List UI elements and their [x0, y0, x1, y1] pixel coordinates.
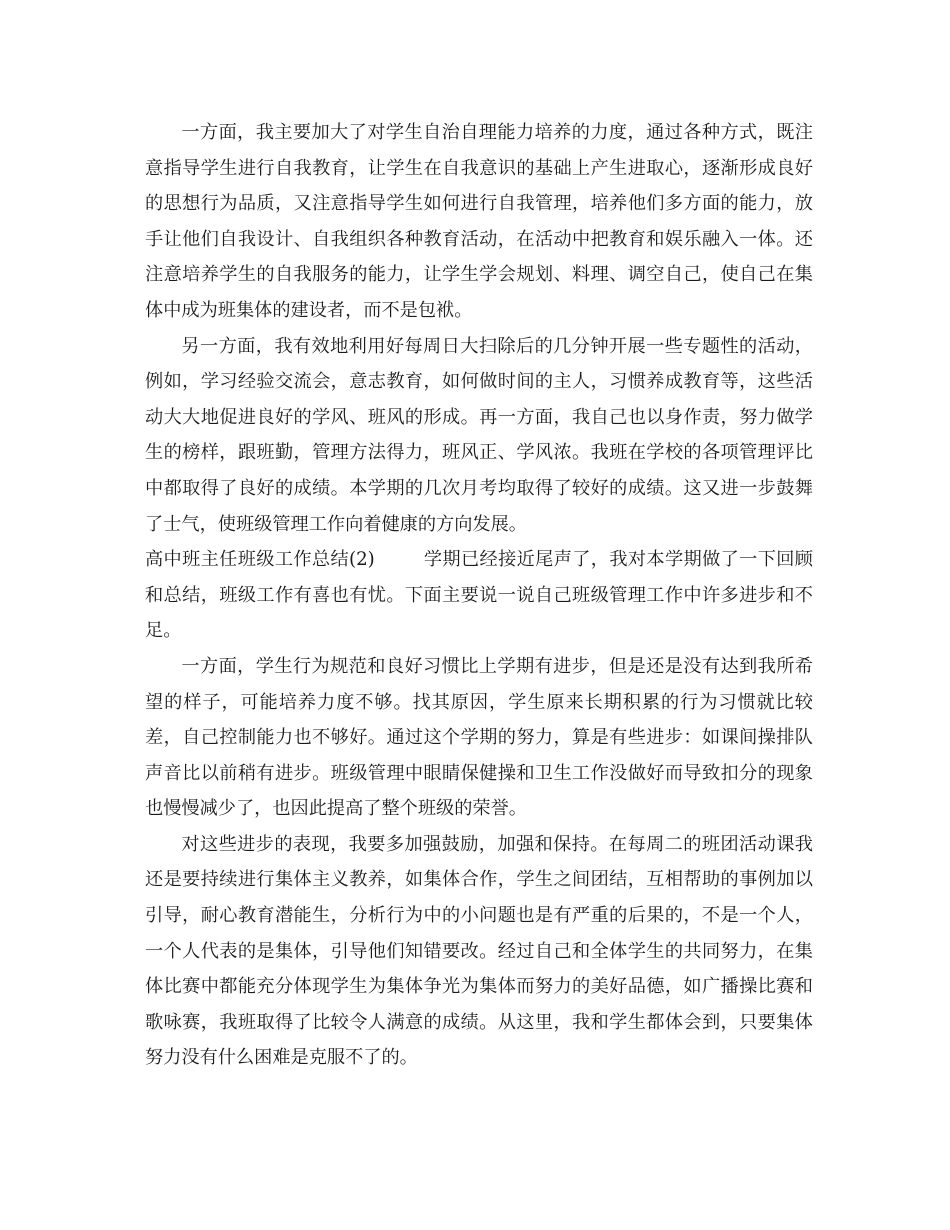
heading-spacer [375, 549, 424, 570]
paragraph-3 [145, 542, 813, 649]
document-body [145, 115, 813, 1076]
paragraph-5: 对这些进步的表现，我要多加强鼓励，加强和保持。在每周二的班团活动课我还是要持续进行集体主义教养，如集体合作，学生之间团结，互相帮助的事例加以引导，耐心教育潜能生，分析行为中的小问题也是有严重的后果的，不是一个人，一个人代表的是集体，引导他们知错要改。经过自己和全体学生的共同努力，在集体比赛中都能充分体现学生为集体争光为集体而努力的美好品德，如广播操比赛和歌咏赛，我班取得了比较令人满意的成绩。从这里，我和学生都体会到，只要集体努力没有什么困难是克服不了的。 [145, 833, 813, 1069]
paragraph-4: 一方面，学生行为规范和良好习惯比上学期有进步，但是还是没有达到我所希望的样子，可能培养力度不够。找其原因，学生原来长期积累的行为习惯就比较差，自己控制能力也不够好。通过这个学期的努力，算是有些进步：如课间操排队声音比以前稍有进步。班级管理中眼睛保健操和卫生工作没做好而导致扣分的现象也慢慢减少了，也因此提高了整个班级的荣誉。 [145, 655, 813, 820]
paragraph-2: 另一方面，我有效地利用好每周日大扫除后的几分钟开展一些专题性的活动，例如，学习经验交流会，意志教育，如何做时间的主人，习惯养成教育等，这些活动大大地促进良好的学风、班风的形成。再一方面，我自己也以身作责，努力做学生的榜样，跟班勤，管理方法得力，班风正、学风浓。我班在学校的各项管理评比中都取得了良好的成绩。本学期的几次月考均取得了较好的成绩。这又进一步鼓舞了士气，使班级管理工作向着健康的方向发展。 [145, 335, 813, 535]
paragraph-3-text: 学期已经接近尾声了，我对本学期做了一下回顾和总结，班级工作有喜也有忧。下面主要说一说自己班级管理工作中许多进步和不足。 [145, 549, 813, 642]
section-heading: 高中班主任班级工作总结(2) [145, 549, 375, 571]
paragraph-1: 一方面，我主要加大了对学生自治自理能力培养的力度，通过各种方式，既注意指导学生进行自我教育，让学生在自我意识的基础上产生进取心，逐渐形成良好的思想行为品质，又注意指导学生如何进行自我管理，培养他们多方面的能力，放手让他们自我设计、自我组织各种教育活动，在活动中把教育和娱乐融入一体。还注意培养学生的自我服务的能力，让学生学会规划、料理、调空自己，使自己在集体中成为班集体的建设者，而不是包袱。 [145, 122, 813, 321]
